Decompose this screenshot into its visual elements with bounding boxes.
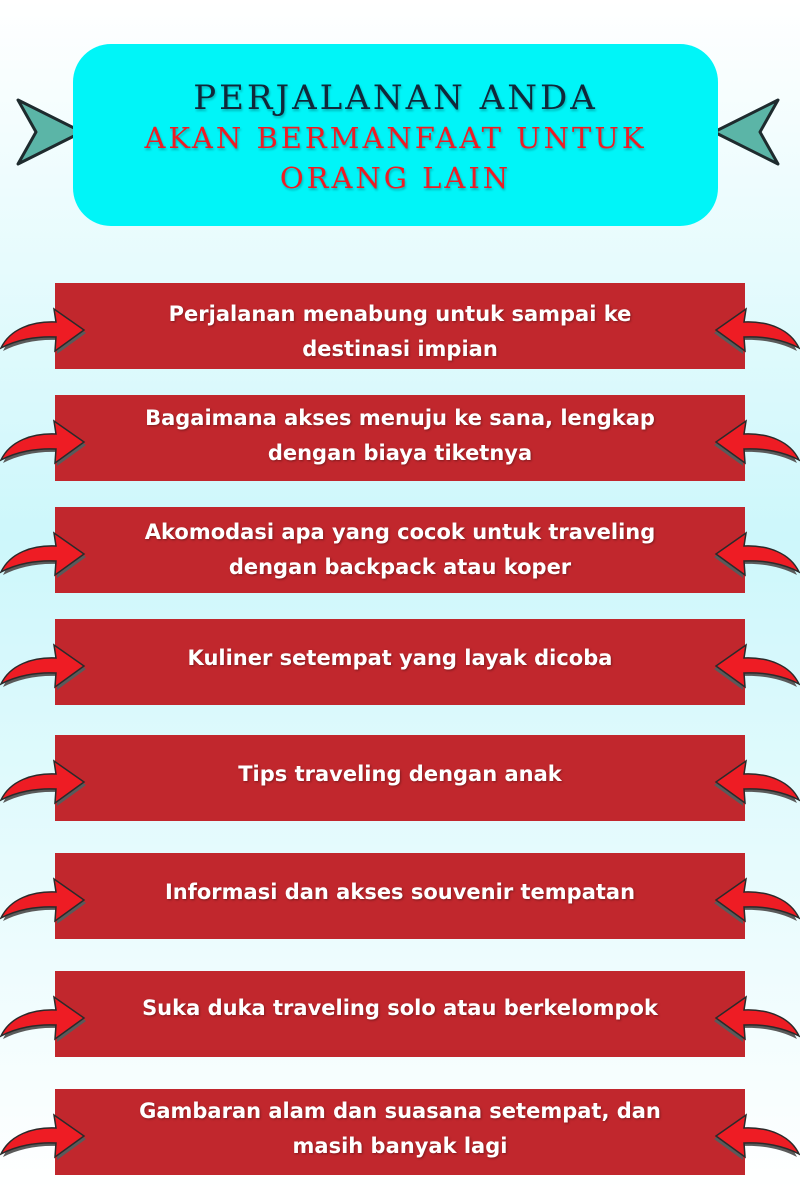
title-line-2b: ORANG LAIN	[279, 161, 512, 195]
item-text	[70, 757, 730, 792]
title-banner	[73, 44, 718, 226]
item-line-1: Gambaran alam dan suasana setempat, dan	[139, 1099, 661, 1123]
item-line-1: Suka duka traveling solo atau berkelompok	[142, 996, 658, 1020]
title-line-1: PERJALANAN ANDA	[193, 78, 598, 118]
item-line-2: masih banyak lagi	[292, 1134, 508, 1158]
item-text	[70, 875, 730, 910]
item-line-1: Akomodasi apa yang cocok untuk traveling	[144, 520, 656, 544]
item-text	[70, 1094, 730, 1164]
item-line-1: Tips traveling dengan anak	[238, 762, 562, 786]
list-item	[0, 1089, 800, 1177]
list-item	[0, 735, 800, 823]
item-line-2: destinasi impian	[302, 337, 498, 361]
chevron-left-icon	[710, 96, 782, 168]
item-line-1: Perjalanan menabung untuk sampai ke	[168, 302, 632, 326]
list-item	[0, 283, 800, 371]
item-line-1: Informasi dan akses souvenir tempatan	[164, 880, 636, 904]
item-line-1: Kuliner setempat yang layak dicoba	[187, 646, 613, 670]
list-item	[0, 853, 800, 941]
list-item	[0, 619, 800, 707]
list-item	[0, 507, 800, 595]
list-item	[0, 971, 800, 1059]
item-line-2: dengan biaya tiketnya	[267, 441, 533, 465]
item-text	[70, 401, 730, 471]
item-text	[70, 297, 730, 367]
item-text	[70, 991, 730, 1026]
item-line-2: dengan backpack atau koper	[228, 555, 572, 579]
list-item	[0, 395, 800, 483]
title-line-2a: AKAN BERMANFAAT UNTUK	[144, 121, 647, 155]
item-line-1: Bagaimana akses menuju ke sana, lengkap	[145, 406, 655, 430]
item-text	[70, 515, 730, 585]
item-text	[70, 641, 730, 676]
title-line-2	[73, 118, 718, 198]
